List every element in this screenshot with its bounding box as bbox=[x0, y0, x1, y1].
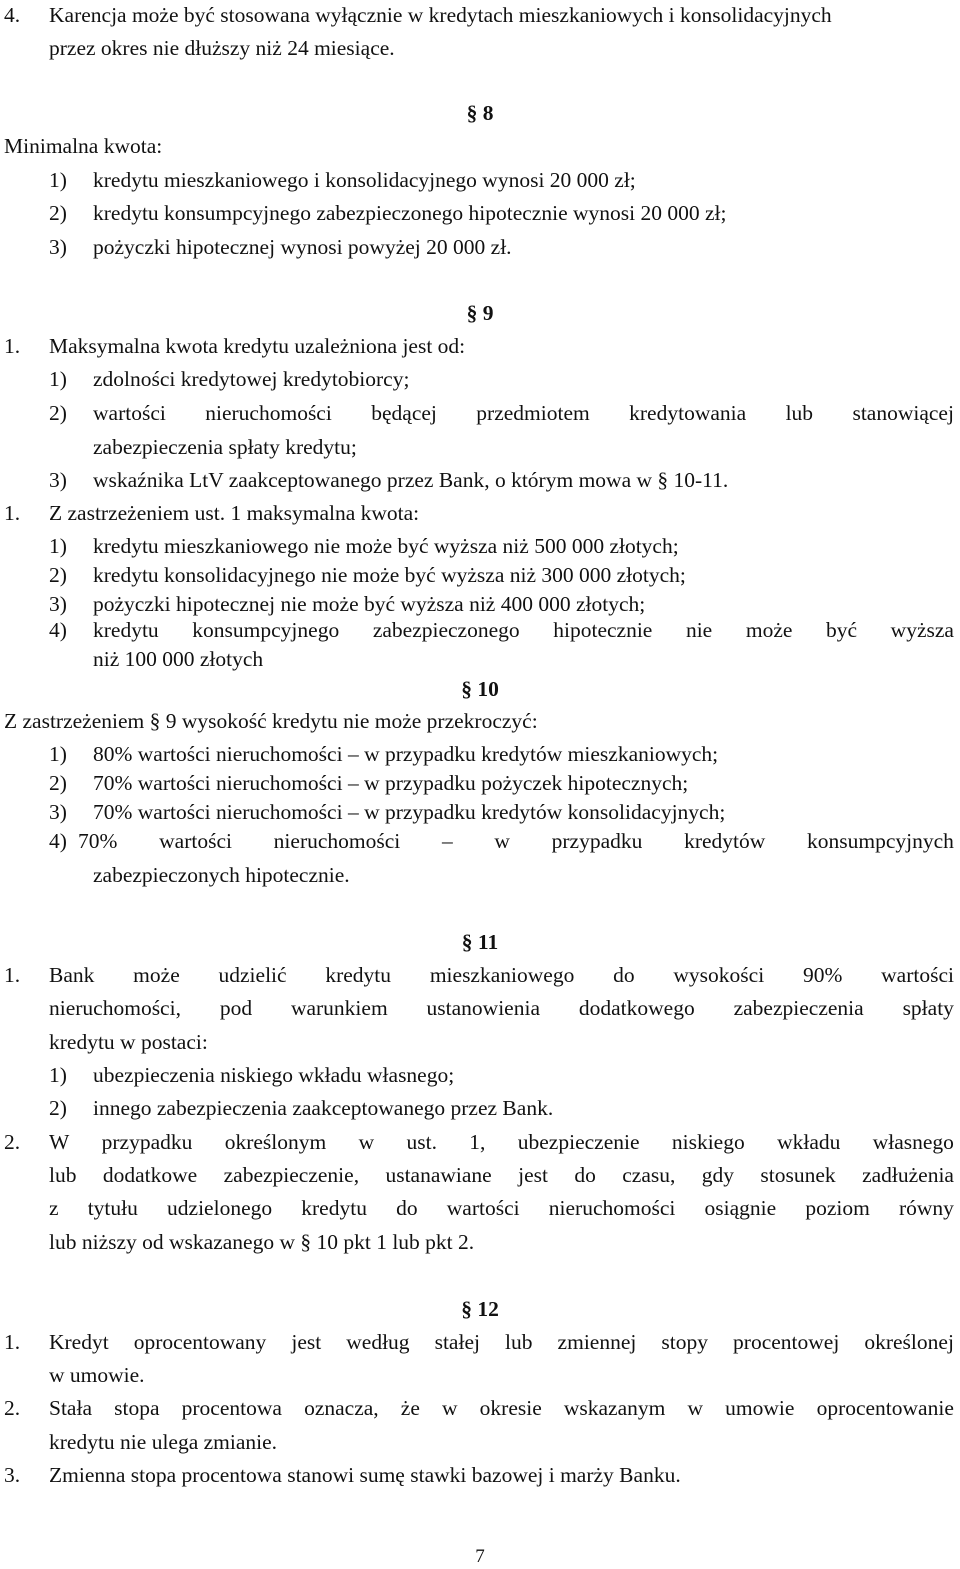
paragraph-number: 1. bbox=[4, 1330, 21, 1354]
word: – bbox=[441, 829, 453, 853]
word: przypadku bbox=[551, 829, 643, 853]
word: spłaty bbox=[902, 996, 954, 1020]
word: z bbox=[49, 1196, 59, 1220]
word: nieruchomości bbox=[273, 829, 401, 853]
item-number: 2) bbox=[49, 771, 67, 795]
paragraph-number: 1. bbox=[4, 501, 21, 525]
word: według bbox=[346, 1330, 410, 1354]
word: 90% bbox=[802, 963, 843, 987]
word: lub bbox=[505, 1330, 533, 1354]
item-text: kredytu konsumpcyjnego zabezpieczonego hipotecznie wynosi 20 000 zł; bbox=[93, 201, 727, 225]
word: stanowiącej bbox=[852, 401, 954, 425]
paragraph-text-justified bbox=[49, 1395, 954, 1421]
item-text: 70% wartości nieruchomości – w przypadku pożyczek hipotecznych; bbox=[93, 771, 689, 795]
item-text: 80% wartości nieruchomości – w przypadku kredytów mieszkaniowych; bbox=[93, 742, 719, 766]
word: że bbox=[400, 1396, 420, 1420]
word: 1, bbox=[469, 1130, 486, 1154]
paragraph-text: w umowie. bbox=[49, 1363, 145, 1387]
word: dodatkowe bbox=[102, 1163, 198, 1187]
word: ustanawiane bbox=[385, 1163, 492, 1187]
paragraph-text: Maksymalna kwota kredytu uzależniona jest od: bbox=[49, 334, 466, 358]
word: zmiennej bbox=[557, 1330, 637, 1354]
word: do bbox=[613, 963, 635, 987]
item-text-justified bbox=[93, 400, 954, 426]
word: wartości bbox=[446, 1196, 520, 1220]
word: stopy bbox=[661, 1330, 708, 1354]
word: poziom bbox=[805, 1196, 870, 1220]
paragraph-number: 3. bbox=[4, 1463, 21, 1487]
word: lub bbox=[785, 401, 814, 425]
item-text: wskaźnika LtV zaakceptowanego przez Bank, o którym mowa w § 10-11. bbox=[93, 468, 729, 492]
paragraph-text: Z zastrzeżeniem ust. 1 maksymalna kwota: bbox=[49, 501, 420, 525]
word: hipotecznie bbox=[553, 618, 653, 642]
word: kredytu bbox=[93, 618, 159, 642]
word: mieszkaniowego bbox=[429, 963, 575, 987]
word: osiągnie bbox=[704, 1196, 777, 1220]
word: kredytowania bbox=[629, 401, 747, 425]
item-number: 1) bbox=[49, 1063, 67, 1087]
word: tytułu bbox=[87, 1196, 138, 1220]
page-number: 7 bbox=[475, 1546, 485, 1567]
item-text: kredytu mieszkaniowego i konsolidacyjnego wynosi 20 000 zł; bbox=[93, 168, 636, 192]
word: określonym bbox=[224, 1130, 327, 1154]
word: Stała bbox=[49, 1396, 92, 1420]
paragraph-text: kredytu w postaci: bbox=[49, 1030, 208, 1054]
word: nie bbox=[685, 618, 713, 642]
word: ubezpieczenie bbox=[517, 1130, 640, 1154]
paragraph-text-justified bbox=[49, 995, 954, 1021]
word: okresie bbox=[479, 1396, 542, 1420]
word: lub bbox=[49, 1163, 77, 1187]
word: Bank bbox=[49, 963, 95, 987]
word: 70% bbox=[78, 829, 118, 853]
item-number: 3) bbox=[49, 592, 67, 616]
item-number: 4) bbox=[49, 829, 67, 853]
word: przedmiotem bbox=[476, 401, 590, 425]
word: gdy bbox=[701, 1163, 735, 1187]
paragraph-number: 2. bbox=[4, 1396, 21, 1420]
item-text: pożyczki hipotecznej nie może być wyższa niż 400 000 złotych; bbox=[93, 592, 646, 616]
word: wartości bbox=[93, 401, 166, 425]
item-number: 2) bbox=[49, 1096, 67, 1120]
word: konsumpcyjnych bbox=[807, 829, 954, 853]
item-number: 3) bbox=[49, 800, 67, 824]
word: własnego bbox=[872, 1130, 954, 1154]
item-text: kredytu mieszkaniowego nie może być wyższa niż 500 000 złotych; bbox=[93, 534, 679, 558]
item-number: 2) bbox=[49, 563, 67, 587]
item-number: 1) bbox=[49, 168, 67, 192]
word: oprocentowanie bbox=[816, 1396, 954, 1420]
paragraph-text-justified bbox=[49, 1195, 954, 1221]
section-heading: § 9 bbox=[466, 301, 494, 325]
item-number: 3) bbox=[49, 468, 67, 492]
word: zabezpieczenia bbox=[733, 996, 864, 1020]
item-number: 1) bbox=[49, 534, 67, 558]
word: zadłużenia bbox=[862, 1163, 954, 1187]
word: zabezpieczenie, bbox=[223, 1163, 360, 1187]
paragraph-text-justified bbox=[49, 1329, 954, 1355]
word: jest bbox=[291, 1330, 322, 1354]
word: W bbox=[49, 1130, 70, 1154]
paragraph-text-justified bbox=[49, 962, 954, 988]
word: wskazanym bbox=[563, 1396, 666, 1420]
word: nieruchomości bbox=[548, 1196, 676, 1220]
item-number: 1) bbox=[49, 367, 67, 391]
section-intro: Minimalna kwota: bbox=[4, 134, 163, 158]
word: umowie bbox=[725, 1396, 795, 1420]
item-number: 3) bbox=[49, 235, 67, 259]
word: w bbox=[687, 1396, 704, 1420]
word: stosunek bbox=[760, 1163, 836, 1187]
word: oprocentowany bbox=[133, 1330, 267, 1354]
word: wartości bbox=[159, 829, 232, 853]
word: w bbox=[494, 829, 510, 853]
item-text: innego zabezpieczenia zaakceptowanego przez Bank. bbox=[93, 1096, 554, 1120]
word: ustanowienia bbox=[426, 996, 540, 1020]
word: kredytu bbox=[301, 1196, 367, 1220]
word: kredytu bbox=[325, 963, 392, 987]
word: do bbox=[396, 1196, 418, 1220]
word: określonej bbox=[864, 1330, 954, 1354]
paragraph-text-justified bbox=[49, 1162, 954, 1188]
item-text: zabezpieczenia spłaty kredytu; bbox=[93, 435, 357, 459]
word: pod bbox=[219, 996, 253, 1020]
word: procentowej bbox=[733, 1330, 840, 1354]
item-text: zdolności kredytowej kredytobiorcy; bbox=[93, 367, 410, 391]
paragraph-text-justified bbox=[49, 1129, 954, 1155]
word: nieruchomości bbox=[205, 401, 332, 425]
word: nieruchomości, bbox=[49, 996, 181, 1020]
section-heading: § 12 bbox=[461, 1297, 499, 1321]
word: równy bbox=[898, 1196, 954, 1220]
paragraph-text: kredytu nie ulega zmianie. bbox=[49, 1430, 278, 1454]
word: wysokości bbox=[673, 963, 765, 987]
item-number: 2) bbox=[49, 201, 67, 225]
section-heading: § 11 bbox=[461, 930, 499, 954]
word: może bbox=[745, 618, 793, 642]
word: może bbox=[133, 963, 180, 987]
paragraph-text: lub niższy od wskazanego w § 10 pkt 1 lub pkt 2. bbox=[49, 1230, 475, 1254]
section-heading: § 10 bbox=[461, 677, 499, 701]
word: ust. bbox=[406, 1130, 437, 1154]
word: wkładu bbox=[777, 1130, 841, 1154]
word: kredytów bbox=[684, 829, 766, 853]
word: zabezpieczonego bbox=[372, 618, 520, 642]
word: w bbox=[358, 1130, 375, 1154]
word: stopa bbox=[114, 1396, 160, 1420]
item-number: 2) bbox=[49, 401, 67, 425]
word: warunkiem bbox=[290, 996, 388, 1020]
paragraph-number: 2. bbox=[4, 1130, 21, 1154]
word: do bbox=[574, 1163, 596, 1187]
item-text: ubezpieczenia niskiego wkładu własnego; bbox=[93, 1063, 455, 1087]
item-text: zabezpieczonych hipotecznie. bbox=[93, 863, 350, 887]
word: niskiego bbox=[671, 1130, 745, 1154]
item-number: 1) bbox=[49, 742, 67, 766]
paragraph-number: 4. bbox=[4, 3, 21, 27]
word: wyższa bbox=[890, 618, 954, 642]
word: przypadku bbox=[101, 1130, 193, 1154]
word: być bbox=[826, 618, 858, 642]
word: w bbox=[442, 1396, 458, 1420]
paragraph-number: 1. bbox=[4, 334, 21, 358]
word: czasu, bbox=[622, 1163, 676, 1187]
word: wartości bbox=[881, 963, 954, 987]
section-intro: Z zastrzeżeniem § 9 wysokość kredytu nie może przekroczyć: bbox=[4, 709, 538, 733]
section-heading: § 8 bbox=[466, 101, 494, 125]
paragraph-number: 1. bbox=[4, 963, 21, 987]
paragraph-text: Karencja może być stosowana wyłącznie w kredytach mieszkaniowych i konsolidacyjnych bbox=[49, 3, 832, 27]
word: konsumpcyjnego bbox=[192, 618, 340, 642]
item-text: kredytu konsolidacyjnego nie może być wyższa niż 300 000 złotych; bbox=[93, 563, 686, 587]
word: Kredyt bbox=[49, 1330, 109, 1354]
word: procentowa bbox=[181, 1396, 282, 1420]
item-text: 70% wartości nieruchomości – w przypadku kredytów konsolidacyjnych; bbox=[93, 800, 726, 824]
paragraph-text: Zmienna stopa procentowa stanowi sumę stawki bazowej i marży Banku. bbox=[49, 1463, 681, 1487]
item-text-justified bbox=[93, 617, 954, 643]
paragraph-text: przez okres nie dłuższy niż 24 miesiące. bbox=[49, 36, 395, 60]
word: jest bbox=[518, 1163, 548, 1187]
item-text: pożyczki hipotecznej wynosi powyżej 20 000 zł. bbox=[93, 235, 512, 259]
word: dodatkowego bbox=[578, 996, 695, 1020]
word: udzielonego bbox=[167, 1196, 273, 1220]
word: będącej bbox=[371, 401, 437, 425]
word: udzielić bbox=[218, 963, 287, 987]
word: oznacza, bbox=[304, 1396, 379, 1420]
item-number: 4) bbox=[49, 618, 67, 642]
item-text-justified bbox=[78, 828, 954, 854]
item-text: niż 100 000 złotych bbox=[93, 647, 264, 671]
word: stałej bbox=[434, 1330, 480, 1354]
